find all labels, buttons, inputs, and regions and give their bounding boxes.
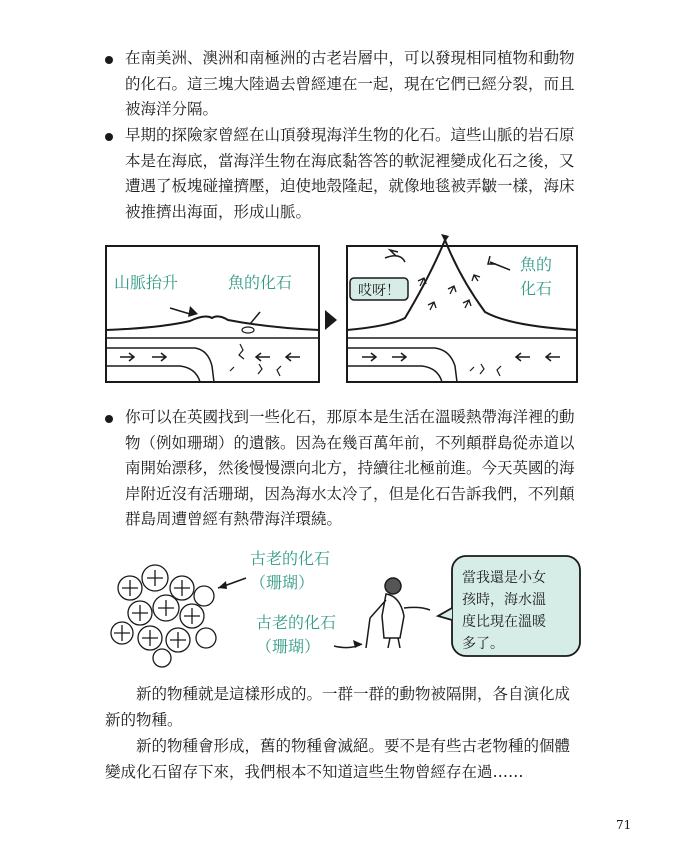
old-woman	[366, 578, 430, 648]
speech-line-3: 度比現在溫暖	[462, 614, 546, 630]
speech-line-2: 孩時，海水溫	[462, 592, 546, 608]
label-coral-1: 古老的化石	[250, 549, 331, 568]
paragraph-2: 新的物種會形成，舊的物種會滅絕。要不是有些古老物種的個體變成化石留存下來，我們根本不知道這些生物曾經存在過……	[105, 737, 571, 781]
bullet-dot	[105, 133, 113, 141]
label-coral-2-b: （珊瑚）	[256, 637, 321, 656]
paragraph-1: 新的物種就是這樣形成的。一群一群的動物被隔開，各自演化成新的物種。	[105, 685, 571, 729]
bullet-dot	[105, 415, 113, 423]
speech-line-4: 多了。	[462, 636, 504, 652]
bullet-3	[105, 405, 585, 533]
label-mountain-uplift: 山脈抬升	[114, 273, 179, 292]
speech-line-1: 當我還是小女	[462, 570, 546, 586]
label-coral-1-b: （珊瑚）	[250, 573, 315, 592]
coral-fossil-illustration	[100, 538, 590, 668]
label-coral-2: 古老的化石	[256, 613, 337, 632]
label-fossil-fish-right: 魚的	[520, 255, 553, 274]
mountain-uplift-diagram	[100, 226, 590, 388]
label-fossil-fish-right-2: 化石	[520, 279, 553, 298]
bullet-dot	[105, 56, 113, 64]
coral-cluster	[111, 565, 216, 667]
exclaim-bubble: 哎呀！	[358, 283, 400, 299]
bullet-2	[105, 123, 585, 225]
bullet-text: 早期的探險家曾經在山頂發現海洋生物的化石。這些山脈的岩石原本是在海底，當海洋生物在海底黏答答的軟泥裡變成化石之後，又遭遇了板塊碰撞擠壓，迫使地殼隆起，就像地毯被弄皺一樣，海床被推擠出海面，形成山脈。	[125, 126, 575, 221]
bullet-text: 在南美洲、澳洲和南極洲的古老岩層中，可以發現相同植物和動物的化石。這三塊大陸過去曾經連在一起，現在它們已經分裂，而且被海洋分隔。	[125, 49, 575, 118]
bullet-1	[105, 46, 585, 123]
bullet-text: 你可以在英國找到一些化石，那原本是生活在溫暖熱帶海洋裡的動物（例如珊瑚）的遺骸。因為在幾百萬年前，不列顛群島從赤道以南開始漂移，然後慢慢漂向北方，持續往北極前進。今天英國的海岸附近沒有活珊瑚，因為海水太冷了，但是化石告訴我們，不列顛群島周遭曾經有熱帶海洋環繞。	[125, 408, 575, 528]
label-fossil-fish-left: 魚的化石	[228, 273, 293, 292]
page-number: 71	[616, 818, 632, 832]
